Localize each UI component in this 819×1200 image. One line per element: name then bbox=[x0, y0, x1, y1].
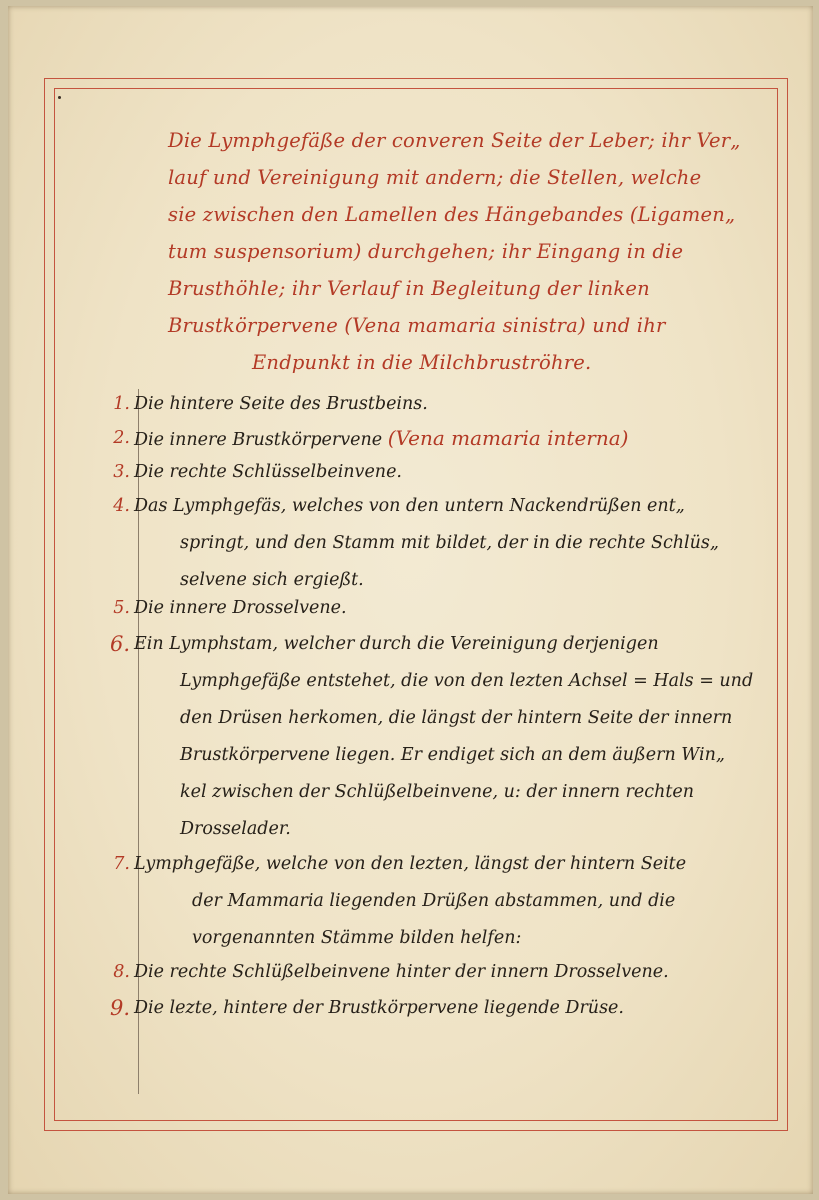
item-line: Die innere Drosselvene. bbox=[134, 598, 347, 618]
item-line: der Mammaria liegenden Drüßen abstammen, und die bbox=[192, 891, 676, 911]
item-line: kel zwischen der Schlüßelbeinvene, u: der innern rechten bbox=[180, 782, 695, 802]
item-line: den Drüsen herkomen, die längst der hintern Seite der innern bbox=[180, 708, 733, 728]
item-number: 4. bbox=[113, 496, 130, 516]
item-text bbox=[134, 954, 754, 991]
item-text bbox=[134, 386, 754, 423]
item-line: Drosselader. bbox=[180, 819, 291, 839]
item-line: Die lezte, hintere der Brustkörpervene liegende Drüse. bbox=[134, 998, 624, 1018]
item-text bbox=[134, 990, 754, 1027]
item-text bbox=[134, 590, 754, 627]
heading-line: lauf und Vereinigung mit andern; die Stellen, welche bbox=[168, 166, 702, 189]
item-line: Ein Lymphstam, welcher durch die Vereinigung derjenigen bbox=[134, 634, 659, 654]
heading-line: sie zwischen den Lamellen des Hängebandes (Ligamen„ bbox=[168, 203, 736, 226]
item-number: 3. bbox=[113, 462, 130, 482]
heading-line: tum suspensorium) durchgehen; ihr Eingang in die bbox=[168, 240, 684, 263]
heading-line: Brustkörpervene (Vena mamaria sinistra) und ihr bbox=[168, 314, 666, 337]
item-number: 6. bbox=[109, 632, 130, 656]
item-line: Die rechte Schlüsselbeinvene. bbox=[134, 462, 402, 482]
heading-line: Endpunkt in die Milchbruströhre. bbox=[252, 351, 592, 374]
item-number: 5. bbox=[113, 598, 130, 618]
item-latin-term: (Vena mamaria interna) bbox=[387, 426, 629, 450]
item-number: 1. bbox=[113, 394, 130, 414]
item-number: 8. bbox=[113, 962, 130, 982]
item-text bbox=[134, 454, 754, 491]
page-heading bbox=[168, 122, 741, 381]
heading-line: Brusthöhle; ihr Verlauf in Begleitung der linken bbox=[168, 277, 650, 300]
item-line: selvene sich ergießt. bbox=[180, 570, 364, 590]
item-line: vorgenannten Stämme bilden helfen: bbox=[192, 928, 522, 948]
item-line: Brustkörpervene liegen. Er endiget sich an dem äußern Win„ bbox=[180, 745, 725, 765]
item-number: 7. bbox=[113, 854, 130, 874]
item-line: springt, und den Stamm mit bildet, der in die rechte Schlüs„ bbox=[180, 533, 719, 553]
item-text bbox=[134, 626, 754, 848]
heading-line: Die Lymphgefäße der converen Seite der Leber; ihr Ver„ bbox=[168, 129, 741, 152]
item-line: Das Lymphgefäs, welches von den untern Nackendrüßen ent„ bbox=[134, 496, 685, 516]
item-number: 9. bbox=[109, 996, 130, 1020]
item-text bbox=[134, 846, 754, 957]
item-text bbox=[134, 488, 754, 599]
item-line: Die rechte Schlüßelbeinvene hinter der innern Drosselvene. bbox=[134, 962, 669, 982]
item-number: 2. bbox=[113, 428, 130, 448]
item-line: Die hintere Seite des Brustbeins. bbox=[134, 394, 428, 414]
item-line: Die innere Brustkörpervene bbox=[134, 430, 383, 450]
item-line: Lymphgefäße, welche von den lezten, längst der hintern Seite bbox=[134, 854, 687, 874]
item-line: Lymphgefäße entstehet, die von den lezten Achsel = Hals = und bbox=[180, 671, 754, 691]
